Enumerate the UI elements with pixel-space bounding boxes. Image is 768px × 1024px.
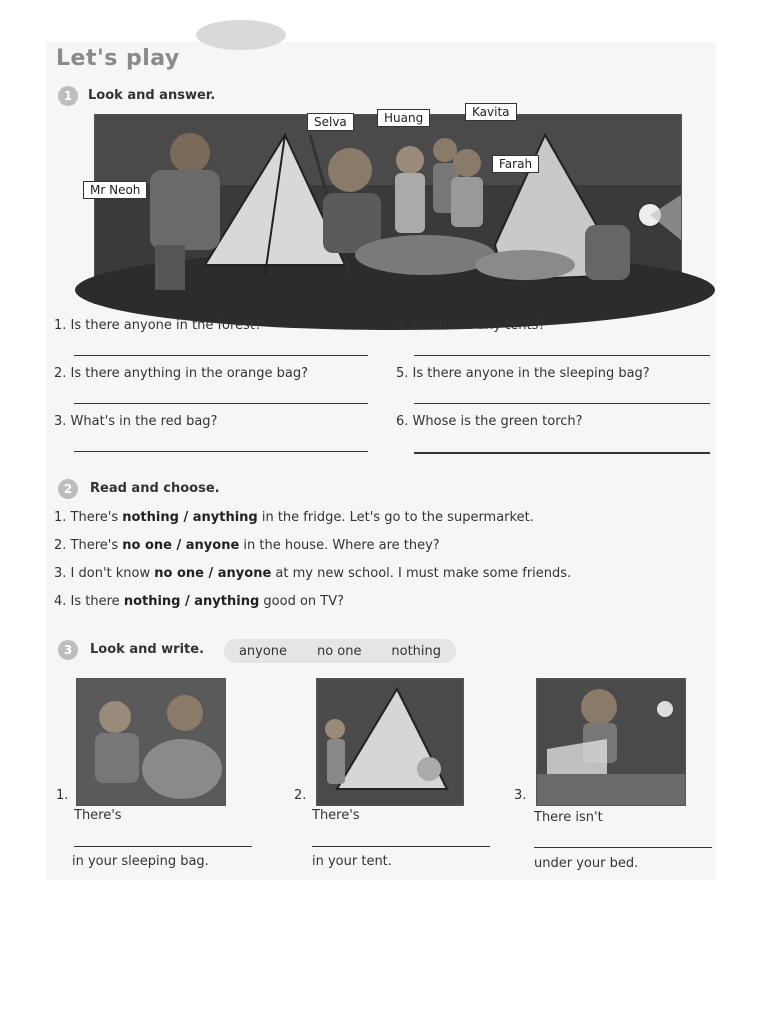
answer-line-3[interactable] xyxy=(74,451,368,452)
name-tag-huang: Huang xyxy=(377,109,430,127)
choice-option[interactable]: nothing / anything xyxy=(122,510,258,525)
question-6: 6. Whose is the green torch? xyxy=(396,414,583,429)
write-end-1: in your sleeping bag. xyxy=(72,854,209,869)
choose-item-1: 1. There's nothing / anything in the fridge. Let's go to the supermarket. xyxy=(54,510,534,525)
answer-line-4[interactable] xyxy=(414,355,710,356)
question-2: 2. Is there anything in the orange bag? xyxy=(54,366,308,381)
section-2-heading: Read and choose. xyxy=(90,481,220,496)
name-tag-selva: Selva xyxy=(307,113,354,131)
choose-item-2: 2. There's no one / anyone in the house. Where are they? xyxy=(54,538,440,553)
section-number-3: 3 xyxy=(58,640,78,660)
choice-option[interactable]: no one / anyone xyxy=(154,566,272,581)
picture-number-2: 2. xyxy=(294,788,307,803)
word-bank-item: no one xyxy=(316,643,362,659)
word-bank-item: anyone xyxy=(238,643,288,659)
camping-scene-drawing xyxy=(95,115,681,303)
question-4: 4. Are there any tents? xyxy=(396,318,546,333)
choose-item-4: 4. Is there nothing / anything good on TV? xyxy=(54,594,345,609)
name-tag-kavita: Kavita xyxy=(465,103,517,121)
picture-sleeping-bag xyxy=(76,678,226,806)
word-bank xyxy=(224,639,456,663)
name-tag-farah: Farah xyxy=(492,155,539,173)
picture-number-1: 1. xyxy=(56,788,69,803)
answer-line-6[interactable] xyxy=(414,452,710,454)
word-bank-item: nothing xyxy=(391,643,442,659)
name-tag-mr-neoh: Mr Neoh xyxy=(83,181,147,199)
picture-number-3: 3. xyxy=(514,788,527,803)
write-start-1: There's xyxy=(74,808,122,823)
write-end-2: in your tent. xyxy=(312,854,392,869)
question-5: 5. Is there anyone in the sleeping bag? xyxy=(396,366,650,381)
write-end-3: under your bed. xyxy=(534,856,639,871)
worksheet-page xyxy=(46,42,716,880)
choice-option[interactable]: nothing / anything xyxy=(123,594,260,609)
write-line-3[interactable] xyxy=(534,847,712,848)
page-title: Let's play xyxy=(56,46,180,71)
write-line-1[interactable] xyxy=(74,846,252,847)
section-number-2: 2 xyxy=(58,479,78,499)
picture-bed xyxy=(536,678,686,806)
section-number-1: 1 xyxy=(58,86,78,106)
answer-line-1[interactable] xyxy=(74,355,368,356)
answer-line-2[interactable] xyxy=(74,403,368,404)
question-1: 1. Is there anyone in the forest? xyxy=(54,318,262,333)
section-1-heading: Look and answer. xyxy=(88,88,216,103)
camping-illustration xyxy=(90,105,682,304)
write-start-3: There isn't xyxy=(534,810,603,825)
write-start-2: There's xyxy=(312,808,360,823)
choose-item-3: 3. I don't know no one / anyone at my new school. I must make some friends. xyxy=(54,566,572,581)
section-3-heading: Look and write. xyxy=(90,642,205,657)
choice-option[interactable]: no one / anyone xyxy=(122,538,240,553)
write-line-2[interactable] xyxy=(312,846,490,847)
answer-line-5[interactable] xyxy=(414,403,710,404)
picture-tent xyxy=(316,678,464,806)
header-decoration xyxy=(196,20,286,50)
question-3: 3. What's in the red bag? xyxy=(54,414,218,429)
